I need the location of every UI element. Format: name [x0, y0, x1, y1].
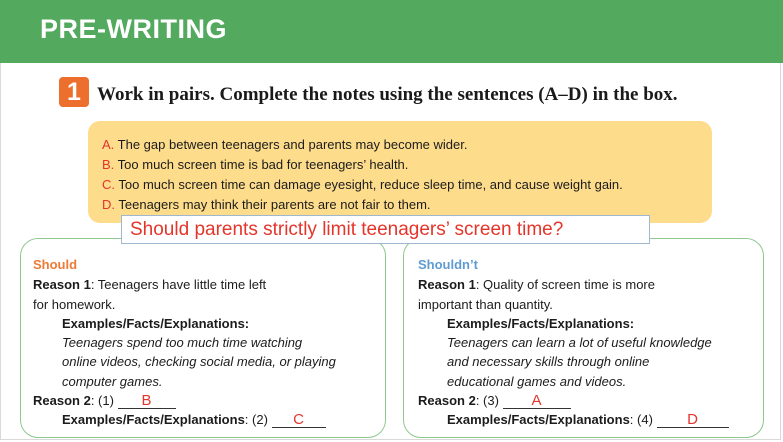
example-line: Teenagers can learn a lot of useful knowledge	[447, 335, 712, 351]
section-title: PRE-WRITING	[40, 14, 227, 44]
examples-2-label: Examples/Facts/Explanations	[62, 412, 245, 428]
answer-blank-2[interactable]: C	[272, 412, 326, 428]
reason-1-cont: for homework.	[33, 296, 116, 312]
examples-2-label: Examples/Facts/Explanations	[447, 412, 630, 428]
debate-question: Should parents strictly limit teenagers’ screen time?	[121, 215, 650, 244]
sentence-b	[102, 155, 712, 175]
reason-2-label: Reason 2	[33, 393, 91, 409]
reason-2	[33, 391, 377, 410]
sentence-d	[102, 195, 712, 215]
examples-2-number: : (4)	[629, 412, 657, 428]
task-instruction: Work in pairs. Complete the notes using the sentences (A–D) in the box.	[97, 84, 678, 105]
sentence-text: Too much screen time can damage eyesight, reduce sleep time, and cause weight gain.	[115, 177, 623, 192]
reason-1	[33, 275, 377, 294]
reason-1-text: : Quality of screen time is more	[475, 277, 655, 293]
reason-1-label: Reason 1	[418, 277, 476, 293]
examples-2	[33, 410, 377, 429]
should-title: Should	[33, 257, 78, 272]
examples-2-number: : (2)	[244, 412, 272, 428]
sentence-c	[102, 175, 712, 195]
shouldnt-notes-card	[403, 238, 764, 438]
examples-label: Examples/Facts/Explanations:	[62, 315, 250, 331]
reason-1-label: Reason 1	[33, 277, 91, 293]
answer-blank-4[interactable]: D	[657, 412, 729, 428]
reason-2-number: : (1)	[90, 393, 118, 409]
examples-2	[418, 410, 755, 429]
example-line: and necessary skills through online	[447, 354, 650, 370]
sentence-letter: A.	[102, 137, 115, 152]
shouldnt-title: Shouldn’t	[418, 257, 478, 272]
reason-2	[418, 391, 755, 410]
should-notes-card	[20, 238, 386, 438]
reason-1	[418, 275, 755, 294]
sentence-text: Too much screen time is bad for teenagers’ health.	[114, 157, 409, 172]
sentence-letter: C.	[102, 177, 115, 192]
examples-label: Examples/Facts/Explanations:	[447, 315, 635, 331]
reason-1-text: : Teenagers have little time left	[90, 277, 267, 293]
section-header	[0, 0, 783, 63]
sentence-a	[102, 135, 712, 155]
answer-blank-3[interactable]: A	[503, 393, 571, 409]
example-line: computer games.	[62, 373, 163, 389]
reason-1-cont: important than quantity.	[418, 296, 553, 312]
example-line: Teenagers spend too much time watching	[62, 335, 303, 351]
sentence-letter: D.	[102, 197, 115, 212]
sentence-letter: B.	[102, 157, 115, 172]
task-number-badge: 1	[59, 77, 89, 107]
sentence-box	[88, 121, 712, 223]
sentence-text: Teenagers may think their parents are not fair to them.	[115, 197, 431, 212]
answer-blank-1[interactable]: B	[118, 393, 176, 409]
sentence-text: The gap between teenagers and parents may become wider.	[114, 137, 468, 152]
example-line: educational games and videos.	[447, 373, 627, 389]
reason-2-number: : (3)	[475, 393, 503, 409]
example-line: online videos, checking social media, or playing	[62, 354, 336, 370]
reason-2-label: Reason 2	[418, 393, 476, 409]
